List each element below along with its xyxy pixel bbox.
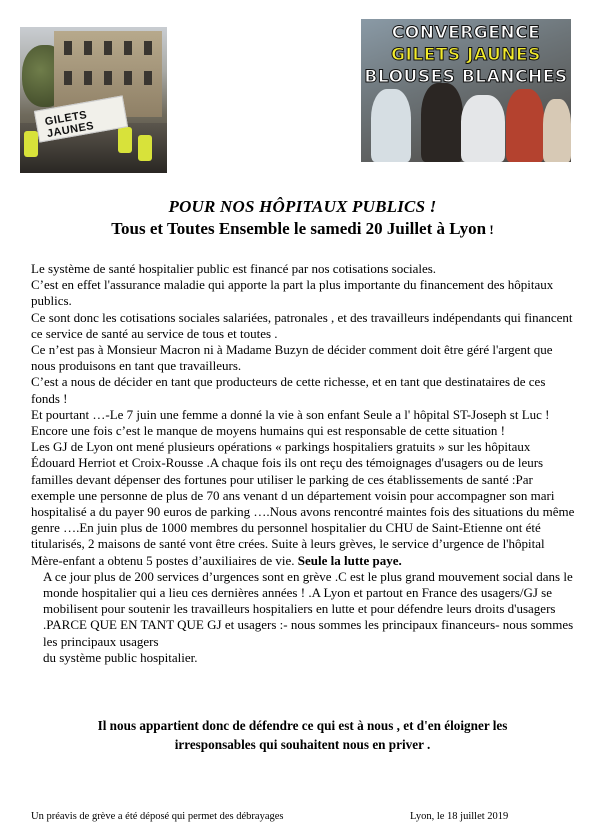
- closing-line-1: Il nous appartient donc de défendre ce qui est à nous , et d'en éloigner les: [97, 718, 508, 733]
- page-subtitle: [0, 219, 605, 239]
- protest-photo-left: [20, 27, 167, 173]
- banner-text: GILETS JAUNES: [43, 108, 96, 141]
- paragraph-2: C’est en effet l'assurance maladie qui apporte la part la plus importante du financement des hôpitaux publics.: [31, 277, 554, 309]
- paragraph-7-bold: Seule la lutte paye.: [297, 552, 402, 568]
- paragraph-8: A ce jour plus de 200 services d’urgences sont en grève .C est le plus grand mouvement social dans le monde hospitalier qui a lieu ces dernières années ! .A Lyon et partout en France des usagers/GJ se mobilisent pour soutenir les travailleurs hospitaliers en lutte et pour défendre leurs droits d'usagers .PARCE QUE EN TANT QUE GJ et usagers :- nous sommes les principaux financeurs- nous sommes les principaux usagers: [43, 568, 574, 649]
- paragraph-8-last-line: du système public hospitalier.: [43, 649, 198, 665]
- closing-line-2: irresponsables qui souhaitent nous en priver .: [174, 737, 431, 752]
- poster-line-gilets-jaunes: GILETS JAUNES: [391, 45, 541, 65]
- footer-strike-notice: Un préavis de grève a été déposé qui permet des débrayages: [31, 811, 284, 822]
- poster-line-blouses-blanches: BLOUSES BLANCHES: [364, 67, 568, 87]
- paragraph-6: Et pourtant …-Le 7 juin une femme a donné la vie à son enfant Seule a l' hôpital ST-Joseph st Luc ! Encore une fois c’est le manque de moyens humains qui est responsable de cette situation !: [31, 406, 550, 439]
- subtitle-text: Tous et Toutes Ensemble le samedi 20 Juillet à Lyon: [111, 219, 487, 238]
- closing-statement: [0, 716, 605, 754]
- paragraph-3: Ce sont donc les cotisations sociales salariées, patronales , et des travailleurs indépendants qui financent ce service de santé au service de tous et toutes .: [31, 309, 573, 341]
- paragraph-4: Ce n’est pas à Monsieur Macron ni à Madame Buzyn de décider comment doit être géré l'argent que nous produisons en tant que travailleurs.: [31, 342, 553, 374]
- poster-line-convergence: CONVERGENCE: [391, 23, 541, 43]
- subtitle-suffix: !: [486, 222, 494, 237]
- paragraph-1: Le système de santé hospitalier public est financé par nos cotisations sociales.: [31, 261, 437, 276]
- paragraph-7: [31, 439, 576, 569]
- page-title: POUR NOS HÔPITAUX PUBLICS !: [168, 197, 437, 216]
- footer-date: Lyon, le 18 juillet 2019: [410, 811, 509, 822]
- paragraph-7-text: Les GJ de Lyon ont mené plusieurs opérations « parkings hospitaliers gratuits » sur les hôpitaux Édouard Herriot et Croix-Rousse .A chaque fois ils ont reçu des témoignages d'usagers ou de leurs familles devant dépenser des fortunes pour utiliser le parking de ces établissements de santé :Par exemple une personne de plus de 70 ans venant d un département voisin pour accompagner son mari hospitalisé a du payer 90 euros de parking ….Nous avons rencontré maintes fois des situations du même genre ….En juin plus de 1000 membres du personnel hospitalier du CHU de Saint-Etienne ont été titularisés, 2 maisons de santé vont être crées. Suite à leurs grèves, le service d’urgence de l'hôpital Mère-enfant a obtenu 5 postes d’auxiliaires de vie.: [31, 439, 575, 568]
- article-body: [31, 261, 576, 666]
- paragraph-5: C’est a nous de décider en tant que producteurs de cette richesse, et en tant que destinataires de ces fonds !: [31, 374, 546, 406]
- convergence-poster-image: [361, 19, 571, 162]
